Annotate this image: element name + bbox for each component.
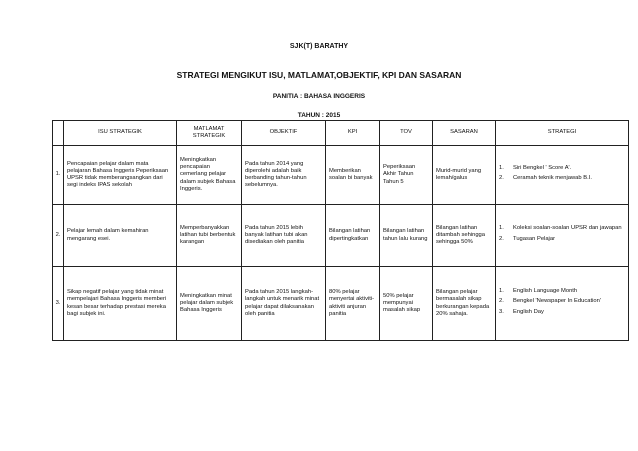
cell-isu: Pelajar lemah dalam kemahiran mengarang esei. (64, 205, 177, 267)
strategy-item (499, 175, 625, 182)
cell-sasaran: Murid-murid yang lemah/galus (433, 146, 496, 205)
row-number: 1. (53, 146, 64, 205)
strategy-number: 3. (499, 308, 504, 315)
cell-kpi: Memberikan soalan bi banyak (326, 146, 380, 205)
cell-isu: Sikap negatif pelajar yang tidak minat mempelajari Bahasa Inggeris memberi kesan besar terhadap prestasi mereka bagi subjek ini. (64, 267, 177, 341)
header-isu-strategik: ISU STRATEGIK (64, 121, 177, 146)
cell-objektif: Pada tahun 2015 langkah-langkah untuk menarik minat pelajar dapat dilaksanakan oleh panitia (242, 267, 326, 341)
cell-sasaran: Bilangan pelajar bermasalah sikap berkurangan kepada 20% sahaja. (433, 267, 496, 341)
strategy-number: 1. (499, 288, 504, 295)
document-title: STRATEGI MENGIKUT ISU, MATLAMAT,OBJEKTIF, KPI DAN SASARAN (176, 70, 462, 80)
cell-objektif: Pada tahun 2014 yang diperolehi adalah baik berbanding tahun-tahun sebelumnya. (242, 146, 326, 205)
strategy-text: English Day (513, 308, 544, 315)
cell-matlamat: Meningkatkan minat pelajar dalam subjek Bahasa Inggeris (177, 267, 242, 341)
header-no (53, 121, 64, 146)
row-number: 3. (53, 267, 64, 341)
strategy-item (499, 298, 625, 305)
panitia-label: PANITIA : BAHASA INGGERIS (272, 93, 366, 100)
school-name: SJK(T) BARATHY (289, 43, 349, 50)
table-row (53, 205, 629, 267)
header-objektif: OBJEKTIF (242, 121, 326, 146)
cell-matlamat: Memperbanyakkan latihan tubi berbentuk karangan (177, 205, 242, 267)
table-row (53, 146, 629, 205)
strategy-item (499, 165, 625, 172)
cell-kpi: Bilangan latihan dipertingkatkan (326, 205, 380, 267)
strategy-text: Tugasan Pelajar (513, 235, 555, 242)
strategy-number: 2. (499, 175, 504, 181)
strategy-text: Bengkel 'Newspaper In Education' (513, 298, 601, 305)
year-label: TAHUN : 2015 (297, 112, 341, 119)
header-matlamat-strategik: MATLAMAT STRATEGIK (177, 121, 242, 146)
strategy-item (499, 309, 625, 316)
strategy-number: 2. (499, 298, 504, 305)
header-strategi: STRATEGI (496, 121, 629, 146)
strategy-number: 1. (499, 225, 504, 232)
strategy-text: English Language Month (513, 288, 578, 295)
header-kpi: KPI (326, 121, 380, 146)
header-tov: TOV (380, 121, 433, 146)
header-sasaran: SASARAN (433, 121, 496, 146)
cell-tov: 50% pelajar mempunyai masalah sikap (380, 267, 433, 341)
strategy-text: Koleksi soalan-soalan UPSR dan jawapan (513, 225, 622, 232)
strategy-number: 1. (499, 164, 504, 171)
strategy-text: Siri Bengkel ' Score A'. (513, 164, 572, 171)
cell-tov: Peperiksaan Akhir Tahun Tahun 5 (380, 146, 433, 205)
cell-kpi: 80% pelajar menyertai aktiviti-aktiviti anjuran panitia (326, 267, 380, 341)
strategy-item (499, 288, 625, 295)
row-number: 2. (53, 205, 64, 267)
cell-matlamat: Meningkatkan pencapaian cemerlang pelajar dalam subjek Bahasa Inggeris. (177, 146, 242, 205)
cell-objektif: Pada tahun 2015 lebih banyak latihan tubi akan disediakan oleh panitia (242, 205, 326, 267)
strategy-item (499, 236, 625, 243)
strategy-table (52, 120, 629, 341)
table-row (53, 267, 629, 341)
strategy-item (499, 225, 625, 232)
strategy-number: 2. (499, 235, 504, 242)
table-header-row (53, 121, 629, 146)
strategy-text: Ceramah teknik menjawab B.I. (513, 175, 592, 181)
cell-strategi (496, 205, 629, 267)
cell-tov: Bilangan latihan tahun lalu kurang (380, 205, 433, 267)
cell-strategi (496, 267, 629, 341)
cell-strategi (496, 146, 629, 205)
cell-isu: Pencapaian pelajar dalam mata pelajaran Bahasa Inggeris Peperiksaan UPSR tidak memberangsangkan dari segi indeks IPAS sekolah (64, 146, 177, 205)
cell-sasaran: Bilangan latihan ditambah sehingga sehingga 50% (433, 205, 496, 267)
